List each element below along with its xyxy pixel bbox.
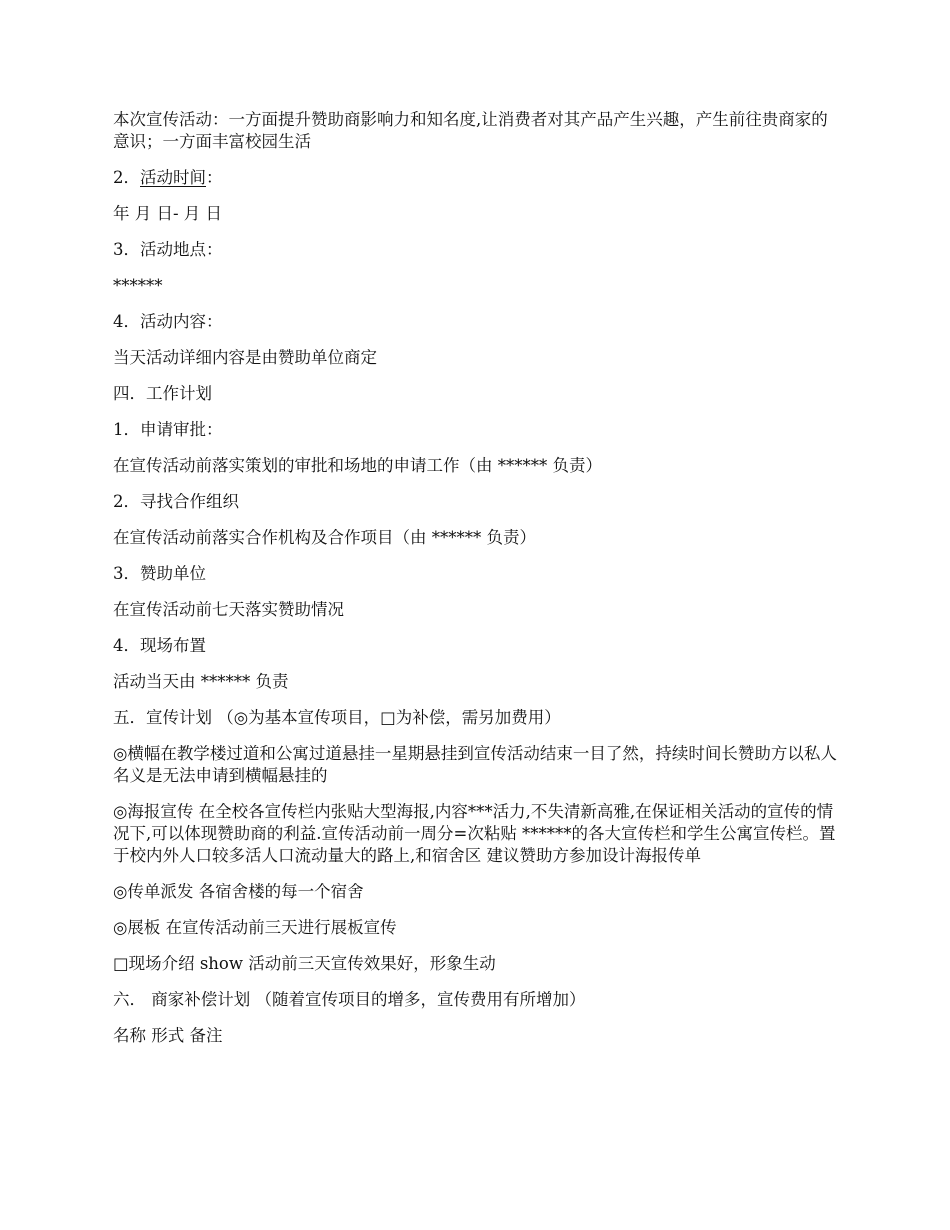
flyer-item: ◎传单派发 各宿舍楼的每一个宿舍 — [113, 882, 364, 901]
approval-text: 在宣传活动前落实策划的审批和场地的申请工作（由 ****** 负责） — [113, 456, 602, 475]
poster-item: ◎海报宣传 在全校各宣传栏内张贴大型海报,内容***活力,不失清新高雅,在保证相关活动的宣传的情况下,可以体现赞助商的利益.宣传活动前一周分=次粘贴 ******的各大宣传栏和学生公寓宣传栏。置于校内外人口较多活人口流动量大的路上,和宿舍区 建议赞助方参加设计海报传单 — [113, 802, 836, 865]
heading-colon: ： — [206, 168, 223, 187]
activity-date-text: 年 月 日- 月 日 — [113, 204, 223, 223]
document-body — [113, 109, 843, 1061]
compensation-plan-heading: 六． 商家补偿计划 （随着宣传项目的增多，宣传费用有所增加） — [113, 990, 586, 1009]
sponsor-text: 在宣传活动前七天落实赞助情况 — [113, 600, 344, 619]
promotion-plan-heading: 五．宣传计划 （◎为基本宣传项目，□为补偿，需另加费用） — [113, 708, 561, 727]
approval-heading: 1．申请审批： — [113, 420, 223, 439]
work-plan-heading: 四．工作计划 — [113, 384, 212, 403]
display-board-item: ◎展板 在宣传活动前三天进行展板宣传 — [113, 918, 397, 937]
table-header-row: 名称 形式 备注 — [113, 1026, 223, 1045]
onsite-heading: 4．现场布置 — [113, 636, 206, 655]
intro-paragraph: 本次宣传活动：一方面提升赞助商影响力和知名度,让消费者对其产品产生兴趣，产生前往贵商家的意识；一方面丰富校园生活 — [113, 110, 828, 151]
section-location-heading: 3．活动地点： — [113, 240, 223, 259]
section-content-heading: 4．活动内容： — [113, 312, 223, 331]
section-number: 2． — [113, 168, 140, 187]
live-show-item: □现场介绍 show 活动前三天宣传效果好，形象生动 — [113, 954, 496, 973]
location-text: ****** — [113, 276, 163, 295]
sponsor-heading: 3．赞助单位 — [113, 564, 206, 583]
content-text: 当天活动详细内容是由赞助单位商定 — [113, 348, 377, 367]
underlined-label: 活动时间 — [140, 168, 206, 187]
onsite-text: 活动当天由 ****** 负责 — [113, 672, 289, 691]
partner-heading: 2．寻找合作组织 — [113, 492, 239, 511]
section-activity-time-heading — [113, 167, 843, 189]
partner-text: 在宣传活动前落实合作机构及合作项目（由 ****** 负责） — [113, 528, 536, 547]
banner-item: ◎横幅在教学楼过道和公寓过道悬挂一星期悬挂到宣传活动结束一目了然，持续时间长赞助方以私人名义是无法申请到横幅悬挂的 — [113, 744, 837, 785]
